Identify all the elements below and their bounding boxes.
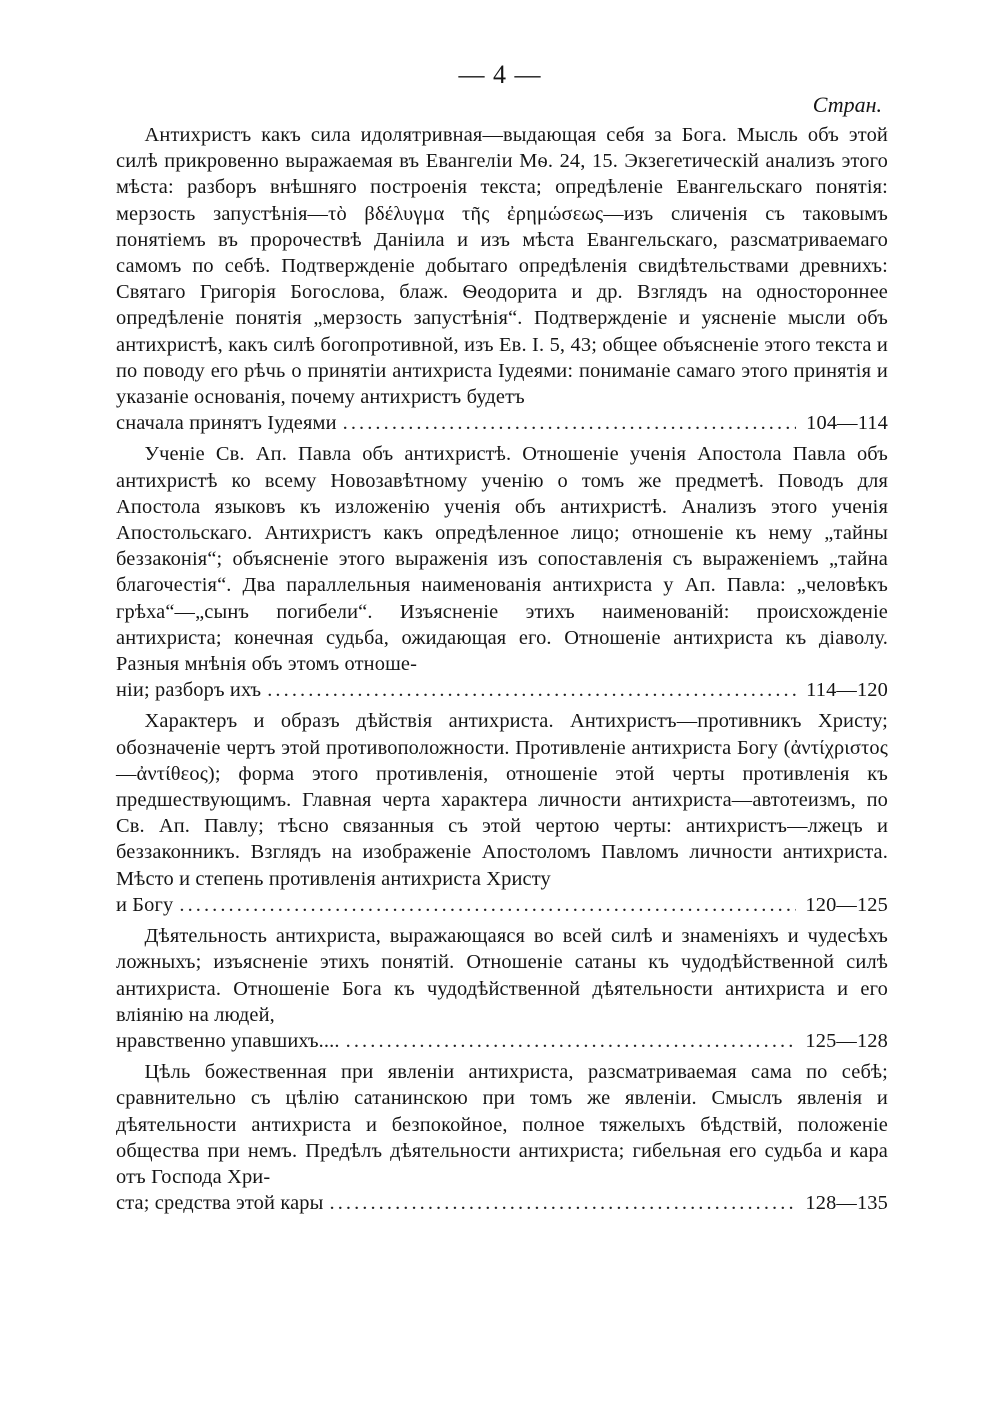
toc-entry-last-line [116,1190,888,1216]
toc-entry-last-line [116,892,888,918]
toc-entry-text: Ученіе Св. Ап. Павла объ антихристѣ. Отношеніе ученія Апостола Павла объ антихристѣ ко всему Новозавѣтному ученію о томъ же предметѣ. Поводъ для Апостола языковъ къ изложенію ученія объ антихристѣ. Анализъ этого ученія Апостольскаго. Антихристъ какъ опредѣленное лицо; отношеніе къ нему „тайны беззаконія“; объясненіе этого выраженія изъ сопоставленія съ выраженіемъ „тайна благочестія“. Два параллельныя наименованія антихриста у Ап. Павла: „человѣкъ грѣха“—„сынъ погибели“. Изъясненіе этихъ наименованій: происхожденіе антихриста; конечная судьба, ожидающая его. Отношеніе антихриста къ діаволу. Разныя мнѣнія объ этомъ отноше- [116,443,888,676]
toc-entry [116,441,888,703]
column-header-pages: Стран. [812,92,882,117]
toc-entry-text: Характеръ и образъ дѣйствія антихриста. Антихристъ—противникъ Христу; обозначеніе чертъ этой противоположности. Противленіе антихриста Богу (ἀντίχριστος—ἀντίθεος); форма этого противленія, отношеніе этой черты противленія къ предшествующимъ. Главная черта характера личности антихриста—автотеизмъ, по Св. Ап. Павлу; тѣсно связанныя съ этой чертою черты: антихристъ—лжецъ и беззаконникъ. Взглядъ на изображеніе Апостоломъ Павломъ личности антихриста. Мѣсто и степень противленія антихриста Христу [116,710,888,890]
page-number: — 4 — [458,60,542,89]
toc-entry-last-line [116,1028,888,1054]
toc-entry-pages: 120—125 [805,893,888,916]
toc-entry-text: Антихристъ какъ сила идолятривная—выдающая себя за Бога. Мысль объ этой силѣ прикровенно выражаемая въ Евангеліи Мѳ. 24, 15. Экзегетическій анализъ этого мѣста: разборъ внѣшняго построенія текста; опредѣленіе Евангельскаго понятія: мерзость запустѣнія—τὸ βδέλυγμα τῆς ἐρημώσεως—изъ сличенія съ таковымъ понятіемъ въ пророчествѣ Даніила и изъ мѣста Евангельскаго, разсматриваемаго самомъ по себѣ. Подтвержденіе добытаго опредѣленія свидѣтельствами древнихъ: Святаго Григорія Богослова, блаж. Ѳеодорита и др. Взглядъ на одностороннее опредѣленіе понятія „мерзость запустѣнія“. Подтвержденіе и уясненіе мысли объ антихристѣ, какъ силѣ богопротивной, изъ Ев. І. 5, 43; общее объясненіе этого текста и по поводу его рѣчь о принятіи антихриста Іудеями: пониманіе самаго этого принятія и указаніе основанія, почему антихристъ будетъ [116,124,888,409]
toc-entry-pages: 114—120 [806,679,888,702]
toc-entry-tail: нравственно упавшихъ.... [116,1029,340,1052]
table-of-contents [116,122,888,1221]
toc-entry-text: Цѣль божественная при явленіи антихриста, разсматриваемая сама по себѣ; сравнительно съ цѣлію сатанинскою при томъ же явленіи. Смыслъ явленія и дѣятельности антихриста и безпокойное, полное тяжелыхъ бѣдствій, положеніе общества при немъ. Предѣлъ дѣятельности антихриста; гибельная его судьба и кара отъ Господа Хри- [116,1061,888,1188]
toc-entry [116,122,888,436]
toc-entry [116,1059,888,1216]
dot-leader [346,1028,796,1054]
toc-entry [116,923,888,1054]
toc-entry-tail: сначала принятъ Іудеями [116,412,337,435]
toc-entry-last-line [116,677,888,703]
toc-entry-pages: 125—128 [805,1029,888,1052]
toc-entry-tail: ста; средства этой кары [116,1192,324,1215]
dot-leader [267,677,796,703]
toc-entry-pages: 128—135 [805,1192,888,1215]
dot-leader [343,410,796,436]
dot-leader [179,892,796,918]
toc-entry-last-line [116,410,888,436]
toc-entry-tail: ніи; разборъ ихъ [116,679,262,702]
dot-leader [330,1190,797,1216]
toc-entry [116,708,888,918]
toc-entry-pages: 104—114 [806,412,888,435]
toc-entry-text: Дѣятельность антихриста, выражающаяся во всей силѣ и знаменіяхъ и чудесѣхъ ложныхъ; изъясненіе этихъ понятій. Отношеніе сатаны къ чудодѣйственной силѣ антихриста. Отношеніе Бога къ чудодѣйственной дѣятельности антихриста и его вліянію на людей, [116,925,888,1026]
toc-entry-tail: и Богу [116,893,174,916]
